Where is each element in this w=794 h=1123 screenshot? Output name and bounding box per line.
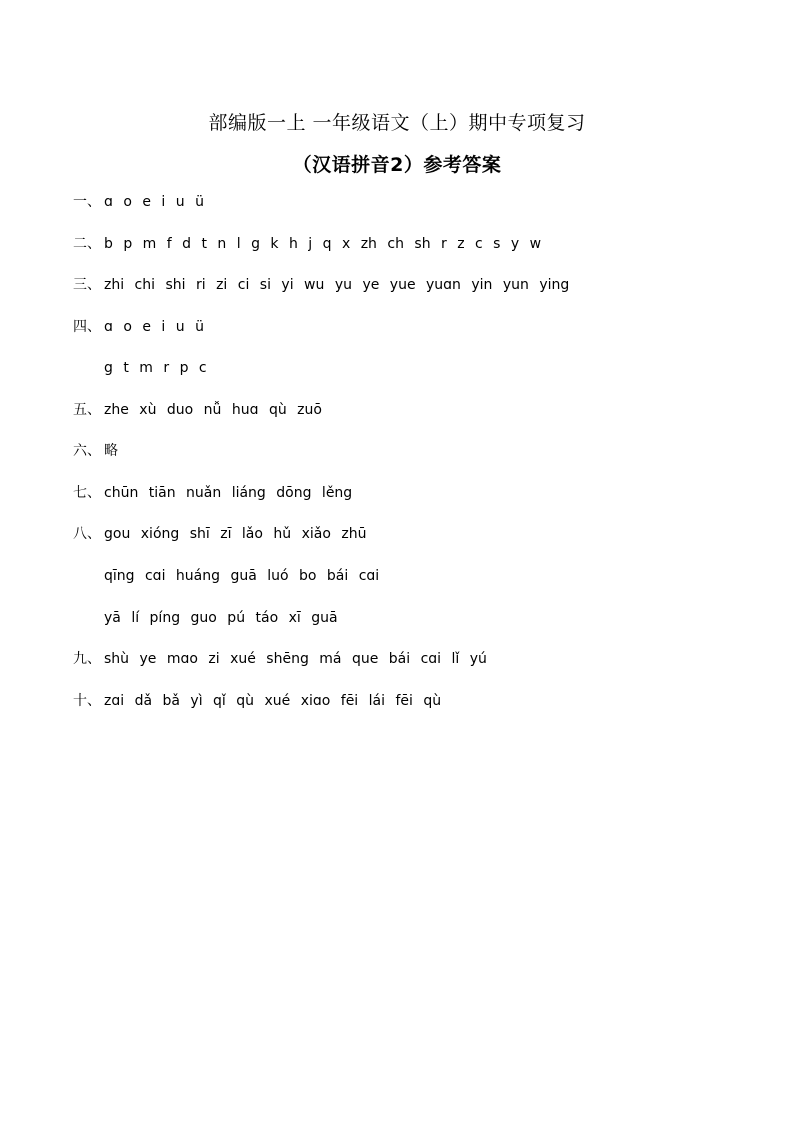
answer-text: 略 bbox=[104, 443, 118, 459]
answer-line-9 bbox=[73, 648, 487, 670]
answer-text: g t m r p c bbox=[104, 360, 207, 376]
answer-line-8 bbox=[73, 523, 366, 545]
answer-line-2 bbox=[73, 233, 541, 255]
page-subtitle: （汉语拼音2）参考答案 bbox=[292, 154, 502, 176]
page-title: 部编版一上 一年级语文（上）期中专项复习 bbox=[208, 112, 586, 134]
answer-text: zɑi dǎ bǎ yì qǐ qù xué xiɑo fēi lái fēi qù bbox=[104, 693, 442, 709]
answer-number: 六、 bbox=[73, 443, 101, 459]
answer-text: zhe xù duo nǚ huɑ qù zuō bbox=[104, 402, 322, 418]
answer-text: ɑ o e i u ü bbox=[104, 194, 204, 210]
answer-line-7 bbox=[73, 482, 352, 504]
answer-line-6 bbox=[73, 440, 118, 462]
answer-line-8b bbox=[104, 565, 379, 587]
answer-line-3 bbox=[73, 274, 569, 296]
answer-line-4b bbox=[104, 357, 207, 379]
answer-text: qīng cɑi huáng guā luó bo bái cɑi bbox=[104, 568, 380, 584]
answer-text: zhi chi shi ri zi ci si yi wu yu ye yue yuɑn yin yun ying bbox=[104, 277, 570, 293]
answer-line-5 bbox=[73, 399, 322, 421]
answer-number: 八、 bbox=[73, 526, 101, 542]
answer-number: 三、 bbox=[73, 277, 101, 293]
answer-text: ɑ o e i u ü bbox=[104, 319, 204, 335]
answer-text: shù ye mɑo zi xué shēng má que bái cɑi lǐ yú bbox=[104, 651, 487, 667]
answer-number: 四、 bbox=[73, 319, 101, 335]
answer-number: 一、 bbox=[73, 194, 101, 210]
answer-number: 五、 bbox=[73, 402, 101, 418]
answer-text: b p m f d t n l g k h j q x zh ch sh r z c s y w bbox=[104, 236, 542, 252]
answer-number: 七、 bbox=[73, 485, 101, 501]
answer-line-8c bbox=[104, 607, 338, 629]
answer-number: 九、 bbox=[73, 651, 101, 667]
answer-number: 二、 bbox=[73, 236, 101, 252]
answer-text: yā lí píng guo pú táo xī guā bbox=[104, 610, 338, 626]
answer-text: gou xióng shī zī lǎo hǔ xiǎo zhū bbox=[104, 526, 367, 542]
answer-text: chūn tiān nuǎn liáng dōng lěng bbox=[104, 485, 353, 501]
answer-number: 十、 bbox=[73, 693, 101, 709]
answer-line-4 bbox=[73, 316, 204, 338]
answer-line-10 bbox=[73, 690, 441, 712]
answer-line-1 bbox=[73, 191, 204, 213]
